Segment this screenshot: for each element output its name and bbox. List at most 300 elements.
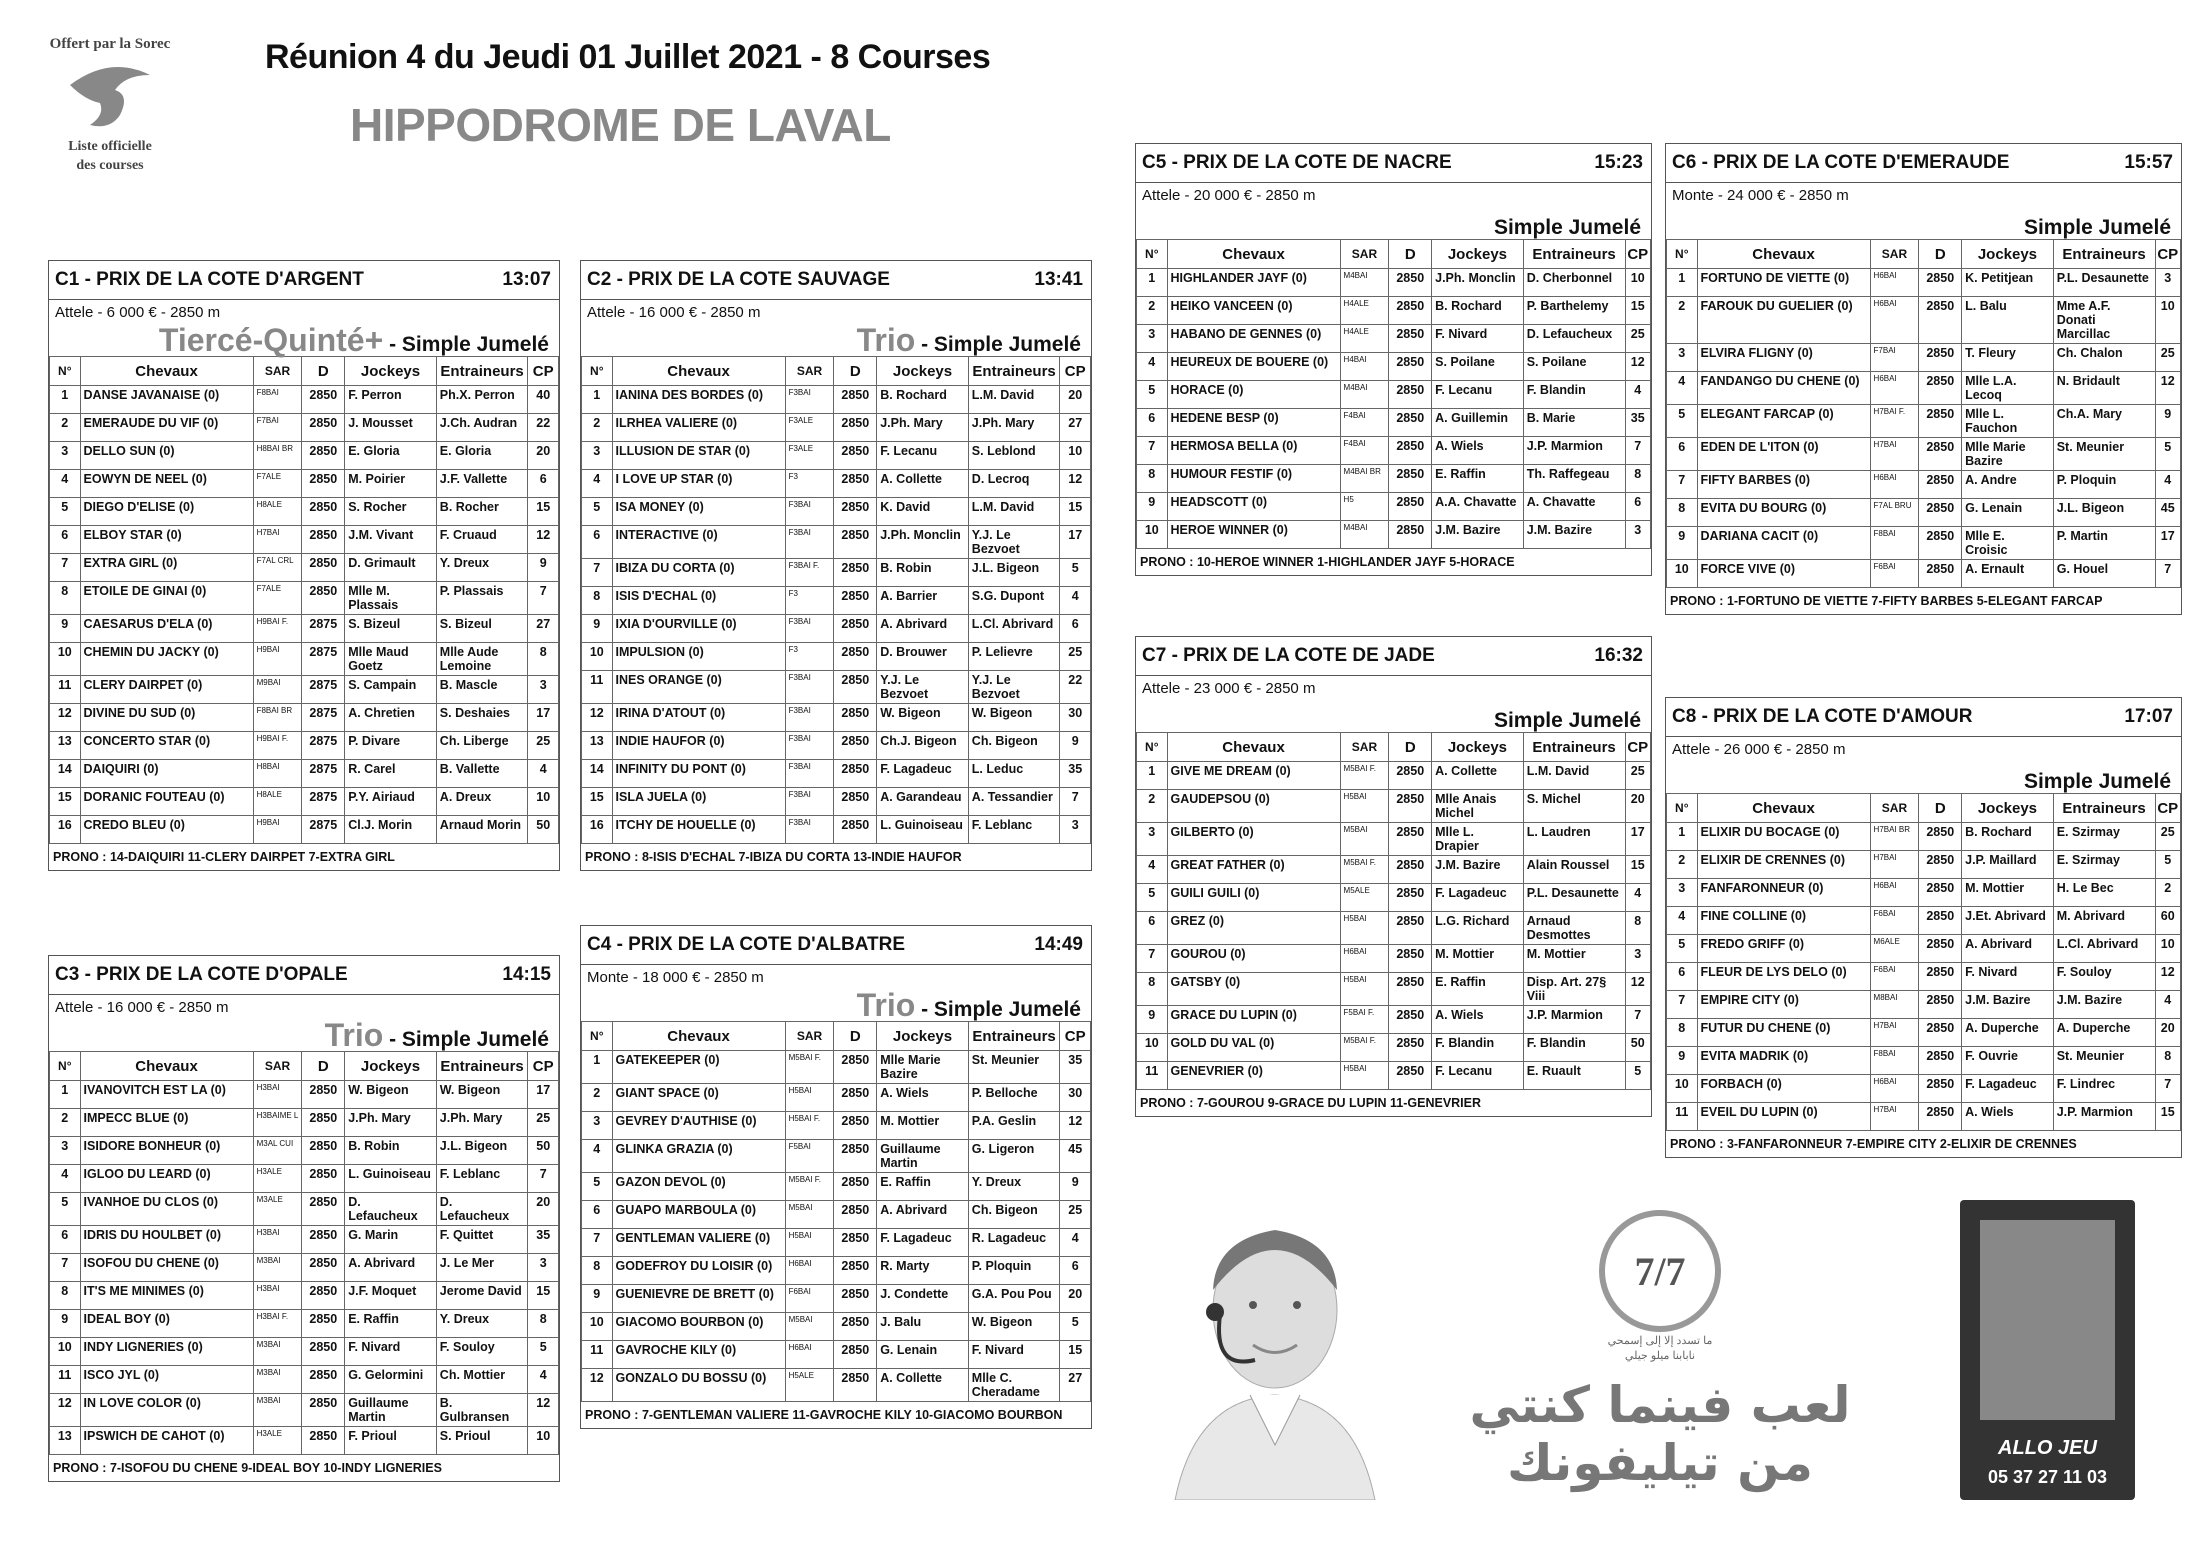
runner-cell-cp: 5 (2155, 851, 2181, 879)
column-header: Chevaux (1167, 733, 1340, 762)
runner-row (582, 671, 1091, 704)
runner-cell-dist: 2875 (302, 676, 345, 704)
runner-cell-horse: FORBACH (0) (1697, 1075, 1870, 1103)
runner-cell-jockey: W. Bigeon (345, 1081, 437, 1109)
race-time: 17:07 (2124, 706, 2173, 727)
runner-cell-dist: 2850 (834, 643, 877, 671)
runner-row (582, 788, 1091, 816)
runner-cell-jockey: Mlle Marie Bazire (1962, 438, 2054, 471)
runner-cell-dist: 2850 (1389, 790, 1432, 823)
runner-cell-jockey: B. Robin (877, 559, 969, 587)
column-header: N° (50, 357, 81, 386)
runner-cell-horse: ISA MONEY (0) (612, 498, 785, 526)
column-header: D (834, 1022, 877, 1051)
allo-jeu-label: ALLO JEU (1998, 1437, 2097, 1459)
ad-arabic-line2: من تيليفونك (1506, 1434, 1814, 1492)
runner-cell-trainer: J.Ch. Audran (436, 414, 528, 442)
runner-cell-dist: 2850 (1389, 409, 1432, 437)
runner-cell-dist: 2850 (1919, 438, 1962, 471)
runner-cell-trainer: Ch. Liberge (436, 732, 528, 760)
runner-row (1667, 879, 2181, 907)
runner-cell-horse: ELIXIR DE CRENNES (0) (1697, 851, 1870, 879)
runner-row (1137, 912, 1651, 945)
runner-cell-num: 10 (582, 643, 613, 671)
race-title: C8 - PRIX DE LA COTE D'AMOUR (1672, 706, 1973, 727)
runner-cell-dist: 2850 (1919, 1075, 1962, 1103)
runner-cell-dist: 2850 (302, 1137, 345, 1165)
runner-cell-jockey: Guillaume Martin (877, 1140, 969, 1173)
runner-cell-trainer: Mlle Aude Lemoine (436, 643, 528, 676)
runner-cell-trainer: R. Lagadeuc (968, 1229, 1060, 1257)
runner-cell-jockey: Mlle Anais Michel (1432, 790, 1524, 823)
runner-cell-num: 2 (1137, 297, 1168, 325)
runner-cell-dist: 2850 (834, 1285, 877, 1313)
runner-cell-trainer: St. Meunier (2053, 438, 2155, 471)
runner-cell-cp: 7 (2155, 560, 2181, 588)
runner-cell-horse: DANSE JAVANAISE (0) (80, 386, 253, 414)
runner-cell-dist: 2850 (302, 526, 345, 554)
runner-cell-horse: FIFTY BARBES (0) (1697, 471, 1870, 499)
column-header: D (834, 357, 877, 386)
column-header: Entraineurs (2053, 794, 2155, 823)
runner-cell-trainer: St. Meunier (968, 1051, 1060, 1084)
race-card-c2 (580, 260, 1092, 871)
runner-cell-num: 8 (50, 582, 81, 615)
runner-row (1667, 527, 2181, 560)
column-header: CP (1625, 240, 1651, 269)
runner-cell-sar: H5BAI (785, 1084, 834, 1112)
runner-cell-num: 2 (1137, 790, 1168, 823)
runner-cell-cp: 25 (528, 732, 559, 760)
runner-cell-dist: 2850 (1919, 269, 1962, 297)
runner-cell-num: 12 (582, 1369, 613, 1402)
runner-cell-horse: FUTUR DU CHENE (0) (1697, 1019, 1870, 1047)
runner-cell-cp: 10 (1625, 269, 1651, 297)
runner-cell-sar: M3BAI (253, 1254, 302, 1282)
runner-row (1667, 438, 2181, 471)
runner-cell-sar: M5BAI F. (1340, 762, 1389, 790)
runner-row (50, 1282, 559, 1310)
runner-cell-sar: H3BAI (253, 1226, 302, 1254)
runner-cell-trainer: D. Lecroq (968, 470, 1060, 498)
runner-row (50, 470, 559, 498)
runner-cell-dist: 2850 (834, 386, 877, 414)
runner-cell-sar: M5BAI F. (785, 1051, 834, 1084)
column-header: Jockeys (1432, 240, 1524, 269)
runner-cell-horse: GOLD DU VAL (0) (1167, 1034, 1340, 1062)
runner-row (50, 760, 559, 788)
runner-cell-trainer: G. Houel (2053, 560, 2155, 588)
runner-cell-horse: GUAPO MARBOULA (0) (612, 1201, 785, 1229)
runner-cell-jockey: Mlle Maud Goetz (345, 643, 437, 676)
runner-cell-trainer: F. Lindrec (2053, 1075, 2155, 1103)
runner-cell-num: 7 (1667, 991, 1698, 1019)
runner-row (582, 526, 1091, 559)
column-header: Jockeys (1962, 240, 2054, 269)
runner-cell-horse: GREZ (0) (1167, 912, 1340, 945)
runner-cell-num: 4 (1137, 353, 1168, 381)
runner-cell-sar: M5BAI F. (1340, 856, 1389, 884)
runner-cell-cp: 15 (528, 498, 559, 526)
runner-cell-num: 11 (50, 1366, 81, 1394)
runner-cell-jockey: J.Ph. Mary (345, 1109, 437, 1137)
runner-row (582, 1140, 1091, 1173)
column-header: SAR (1870, 240, 1919, 269)
runner-row (1137, 1006, 1651, 1034)
runner-cell-dist: 2850 (1389, 269, 1432, 297)
racecourse-name: HIPPODROME DE LAVAL (350, 99, 891, 151)
runner-cell-jockey: D. Brouwer (877, 643, 969, 671)
runner-cell-num: 5 (582, 498, 613, 526)
runner-row (1667, 560, 2181, 588)
runner-cell-cp: 8 (1625, 912, 1651, 945)
race-header (49, 261, 559, 300)
runner-cell-dist: 2850 (834, 732, 877, 760)
runner-row (582, 1201, 1091, 1229)
column-header: D (1919, 794, 1962, 823)
runner-cell-cp: 7 (1625, 437, 1651, 465)
runner-row (1137, 493, 1651, 521)
runner-cell-jockey: M. Mottier (877, 1112, 969, 1140)
runner-cell-cp: 3 (2155, 269, 2181, 297)
column-header: Chevaux (80, 1052, 253, 1081)
runner-row (1667, 991, 2181, 1019)
runner-cell-num: 3 (582, 1112, 613, 1140)
runner-cell-cp: 7 (1625, 1006, 1651, 1034)
runner-row (1667, 963, 2181, 991)
runner-row (50, 1366, 559, 1394)
runner-cell-num: 4 (50, 1165, 81, 1193)
runner-cell-num: 3 (582, 442, 613, 470)
ad-arabic-line1: لعب فينما كنتي (1469, 1376, 1851, 1434)
runner-row (1137, 437, 1651, 465)
runner-cell-num: 13 (582, 732, 613, 760)
runner-cell-sar: F8BAI BR (253, 704, 302, 732)
runner-cell-trainer: J.L. Bigeon (436, 1137, 528, 1165)
runner-row (582, 414, 1091, 442)
runner-cell-jockey: L. Guinoiseau (877, 816, 969, 844)
column-header: D (1919, 240, 1962, 269)
runner-cell-jockey: L.G. Richard (1432, 912, 1524, 945)
runner-cell-dist: 2850 (302, 1338, 345, 1366)
runner-cell-trainer: J.Ph. Mary (436, 1109, 528, 1137)
runner-cell-jockey: A. Wiels (1962, 1103, 2054, 1131)
runner-cell-dist: 2875 (302, 615, 345, 643)
runner-cell-cp: 50 (528, 816, 559, 844)
runner-row (1137, 762, 1651, 790)
runner-cell-horse: EDEN DE L'ITON (0) (1697, 438, 1870, 471)
runner-cell-cp: 12 (528, 1394, 559, 1427)
runner-cell-cp: 6 (1060, 615, 1091, 643)
runner-cell-dist: 2850 (834, 1369, 877, 1402)
column-header: D (1389, 240, 1432, 269)
column-header: CP (528, 1052, 559, 1081)
runner-cell-dist: 2850 (1919, 907, 1962, 935)
bet-simple-jumele: - Simple Jumelé (915, 998, 1081, 1021)
runner-cell-horse: ILLUSION DE STAR (0) (612, 442, 785, 470)
runner-cell-num: 11 (50, 676, 81, 704)
runner-cell-cp: 15 (1625, 856, 1651, 884)
runner-cell-sar: H3ALE (253, 1427, 302, 1455)
runner-cell-cp: 27 (528, 615, 559, 643)
runner-cell-dist: 2850 (1919, 1047, 1962, 1075)
runner-cell-dist: 2850 (834, 1341, 877, 1369)
runner-row (582, 1341, 1091, 1369)
runner-cell-sar: M3BAI (253, 1394, 302, 1427)
race-bet-types (49, 324, 559, 356)
runner-cell-cp: 30 (1060, 1084, 1091, 1112)
runner-cell-cp: 6 (1060, 1257, 1091, 1285)
runner-cell-dist: 2850 (834, 1051, 877, 1084)
runner-cell-cp: 15 (1060, 1341, 1091, 1369)
runner-cell-trainer: J.F. Vallette (436, 470, 528, 498)
runner-cell-trainer: D. Lefaucheux (1523, 325, 1625, 353)
runner-cell-num: 2 (50, 1109, 81, 1137)
runner-cell-jockey: Mlle Marie Bazire (877, 1051, 969, 1084)
runner-row (1137, 856, 1651, 884)
race-header (1666, 698, 2181, 737)
runner-cell-cp: 4 (1625, 381, 1651, 409)
runner-cell-dist: 2850 (834, 615, 877, 643)
runner-cell-trainer: Y.J. Le Bezvoet (968, 526, 1060, 559)
runner-cell-num: 6 (50, 1226, 81, 1254)
runner-cell-cp: 3 (1060, 816, 1091, 844)
runner-cell-horse: ISOFOU DU CHENE (0) (80, 1254, 253, 1282)
runner-cell-sar: H3BAI (253, 1282, 302, 1310)
race-title: C2 - PRIX DE LA COTE SAUVAGE (587, 269, 890, 290)
runner-cell-horse: IVANHOE DU CLOS (0) (80, 1193, 253, 1226)
runner-cell-cp: 20 (2155, 1019, 2181, 1047)
runner-cell-cp: 2 (2155, 879, 2181, 907)
race-card-c7 (1135, 636, 1652, 1117)
runner-cell-horse: ELEGANT FARCAP (0) (1697, 405, 1870, 438)
column-header: Chevaux (80, 357, 253, 386)
runner-cell-trainer: Mme A.F. Donati Marcillac (2053, 297, 2155, 344)
runner-cell-dist: 2850 (834, 498, 877, 526)
runner-cell-jockey: A. Duperche (1962, 1019, 2054, 1047)
runner-cell-dist: 2850 (1919, 527, 1962, 560)
runner-cell-dist: 2850 (1919, 560, 1962, 588)
runner-cell-cp: 35 (1625, 409, 1651, 437)
runner-cell-num: 3 (50, 442, 81, 470)
runner-row (50, 526, 559, 554)
runner-cell-jockey: S. Poilane (1432, 353, 1524, 381)
runner-cell-cp: 22 (528, 414, 559, 442)
runner-cell-trainer: F. Cruaud (436, 526, 528, 554)
runner-cell-dist: 2850 (834, 442, 877, 470)
runner-row (1667, 1047, 2181, 1075)
runner-cell-horse: HERMOSA BELLA (0) (1167, 437, 1340, 465)
runner-cell-cp: 10 (528, 1427, 559, 1455)
runner-cell-cp: 25 (528, 1109, 559, 1137)
runner-cell-horse: CLERY DAIRPET (0) (80, 676, 253, 704)
runner-cell-dist: 2850 (1389, 493, 1432, 521)
column-header: Entraineurs (1523, 240, 1625, 269)
runner-cell-jockey: F. Lecanu (1432, 381, 1524, 409)
runner-cell-horse: ETOILE DE GINAI (0) (80, 582, 253, 615)
runner-cell-trainer: P. Belloche (968, 1084, 1060, 1112)
runner-cell-num: 1 (1137, 762, 1168, 790)
runner-cell-horse: FORCE VIVE (0) (1697, 560, 1870, 588)
runner-cell-horse: FLEUR DE LYS DELO (0) (1697, 963, 1870, 991)
logo-of-races: des courses (76, 158, 144, 173)
runner-cell-dist: 2850 (834, 526, 877, 559)
runner-cell-trainer: G.A. Pou Pou (968, 1285, 1060, 1313)
runner-cell-sar: F3BAI (785, 615, 834, 643)
runner-cell-num: 9 (1667, 527, 1698, 560)
runner-cell-dist: 2850 (302, 582, 345, 615)
runner-cell-sar: H6BAI (1870, 471, 1919, 499)
runner-row (582, 1084, 1091, 1112)
runner-cell-jockey: A. Abrivard (877, 1201, 969, 1229)
runner-cell-dist: 2850 (302, 1165, 345, 1193)
runner-cell-jockey: Guillaume Martin (345, 1394, 437, 1427)
horse-logo-icon (65, 55, 155, 135)
runner-cell-num: 1 (1667, 269, 1698, 297)
race-prono: PRONO : 1-FORTUNO DE VIETTE 7-FIFTY BARBES 5-ELEGANT FARCAP (1670, 594, 2103, 608)
runner-cell-dist: 2850 (1389, 1062, 1432, 1090)
runner-cell-sar: H3BAI (253, 1081, 302, 1109)
runner-cell-trainer: S. Bizeul (436, 615, 528, 643)
runner-cell-num: 11 (582, 1341, 613, 1369)
runner-row (50, 1254, 559, 1282)
runner-cell-jockey: Mlle L. Drapier (1432, 823, 1524, 856)
runner-cell-dist: 2850 (1389, 884, 1432, 912)
runner-cell-cp: 17 (528, 704, 559, 732)
runner-cell-dist: 2850 (1919, 823, 1962, 851)
race-time: 14:15 (502, 964, 551, 985)
runner-cell-num: 8 (50, 1282, 81, 1310)
runner-cell-num: 7 (1137, 945, 1168, 973)
runner-row (582, 643, 1091, 671)
runner-cell-cp: 25 (1625, 325, 1651, 353)
runner-cell-sar: H5BAI (1340, 912, 1389, 945)
column-header: N° (1137, 240, 1168, 269)
runner-cell-cp: 12 (528, 526, 559, 554)
runner-cell-trainer: A. Chavatte (1523, 493, 1625, 521)
runner-cell-jockey: J.Et. Abrivard (1962, 907, 2054, 935)
runner-cell-dist: 2850 (1919, 1103, 1962, 1131)
runner-cell-trainer: Th. Raffegeau (1523, 465, 1625, 493)
column-header: Entraineurs (436, 1052, 528, 1081)
runner-cell-sar: F7ALE (253, 470, 302, 498)
runner-cell-horse: HEROE WINNER (0) (1167, 521, 1340, 549)
runner-cell-sar: M4BAI BR (1340, 465, 1389, 493)
runner-cell-trainer: J.P. Marmion (2053, 1103, 2155, 1131)
runner-cell-num: 4 (1137, 856, 1168, 884)
runner-cell-num: 7 (50, 1254, 81, 1282)
runner-cell-cp: 25 (2155, 823, 2181, 851)
runner-cell-num: 9 (1137, 493, 1168, 521)
runner-cell-sar: M4BAI (1340, 521, 1389, 549)
runner-cell-cp: 12 (1060, 470, 1091, 498)
runner-cell-cp: 20 (528, 1193, 559, 1226)
runner-cell-sar: H6BAI (1870, 879, 1919, 907)
runner-cell-horse: GAUDEPSOU (0) (1167, 790, 1340, 823)
runner-cell-trainer: W. Bigeon (968, 704, 1060, 732)
runner-cell-trainer: M. Mottier (1523, 945, 1625, 973)
runner-cell-cp: 20 (1060, 386, 1091, 414)
runner-row (582, 559, 1091, 587)
runner-cell-horse: HABANO DE GENNES (0) (1167, 325, 1340, 353)
runner-cell-horse: GONZALO DU BOSSU (0) (612, 1369, 785, 1402)
runner-cell-jockey: A. Chretien (345, 704, 437, 732)
runner-cell-num: 9 (1667, 1047, 1698, 1075)
runner-cell-sar: M5BAI (785, 1201, 834, 1229)
runner-cell-cp: 25 (1060, 643, 1091, 671)
runner-cell-trainer: E. Ruault (1523, 1062, 1625, 1090)
runner-cell-num: 1 (582, 1051, 613, 1084)
badge-caption-2: نابابنا ميلو جيلي (1624, 1350, 1696, 1362)
runner-cell-num: 10 (50, 643, 81, 676)
runner-cell-jockey: M. Mottier (1432, 945, 1524, 973)
runner-cell-sar: H5BAI F. (785, 1112, 834, 1140)
runner-cell-num: 13 (50, 1427, 81, 1455)
runner-cell-trainer: P. Plassais (436, 582, 528, 615)
runner-cell-jockey: J.M. Bazire (1962, 991, 2054, 1019)
runner-cell-num: 10 (1667, 1075, 1698, 1103)
runner-cell-trainer: S. Deshaies (436, 704, 528, 732)
runner-row (1667, 1019, 2181, 1047)
column-header: Jockeys (877, 1022, 969, 1051)
phone-screen-image (1980, 1220, 2115, 1420)
runner-cell-dist: 2850 (834, 1313, 877, 1341)
runner-cell-cp: 5 (528, 1338, 559, 1366)
runner-cell-jockey: A. Wiels (1432, 437, 1524, 465)
runner-cell-horse: GREAT FATHER (0) (1167, 856, 1340, 884)
runner-cell-sar: H8ALE (253, 788, 302, 816)
runner-cell-num: 7 (582, 559, 613, 587)
column-header: SAR (253, 1052, 302, 1081)
runner-row (1667, 1103, 2181, 1131)
runner-cell-cp: 35 (528, 1226, 559, 1254)
runner-cell-jockey: B. Robin (345, 1137, 437, 1165)
race-prono: PRONO : 10-HEROE WINNER 1-HIGHLANDER JAYF 5-HORACE (1140, 555, 1515, 569)
runner-cell-dist: 2850 (1389, 353, 1432, 381)
runner-row (1137, 973, 1651, 1006)
runner-cell-jockey: M. Poirier (345, 470, 437, 498)
runner-cell-num: 5 (1137, 884, 1168, 912)
runner-row (50, 554, 559, 582)
runner-row (1667, 269, 2181, 297)
runner-cell-sar: H8BAI (253, 760, 302, 788)
runner-cell-horse: IN LOVE COLOR (0) (80, 1394, 253, 1427)
runner-cell-trainer: J.L. Bigeon (2053, 499, 2155, 527)
runner-cell-trainer: W. Bigeon (968, 1313, 1060, 1341)
runner-cell-horse: FANDANGO DU CHENE (0) (1697, 372, 1870, 405)
runner-cell-sar: F8BAI (1870, 1047, 1919, 1075)
runner-cell-num: 6 (582, 526, 613, 559)
column-header: Entraineurs (968, 357, 1060, 386)
bet-simple-jumele: Simple Jumelé (2023, 770, 2171, 793)
runner-cell-trainer: Y. Dreux (436, 1310, 528, 1338)
runner-cell-sar: H3ALE (253, 1165, 302, 1193)
runner-cell-jockey: J. Balu (877, 1313, 969, 1341)
runner-cell-cp: 6 (528, 470, 559, 498)
runner-cell-dist: 2875 (302, 704, 345, 732)
runner-cell-num: 1 (582, 386, 613, 414)
runner-cell-trainer: J. Le Mer (436, 1254, 528, 1282)
runner-cell-jockey: G. Lenain (1962, 499, 2054, 527)
runner-cell-horse: CONCERTO STAR (0) (80, 732, 253, 760)
runner-cell-dist: 2850 (1919, 851, 1962, 879)
runner-cell-horse: ITCHY DE HOUELLE (0) (612, 816, 785, 844)
runner-cell-sar: H3BAI F. (253, 1310, 302, 1338)
runner-row (1137, 409, 1651, 437)
runner-row (50, 1165, 559, 1193)
runner-cell-dist: 2850 (302, 554, 345, 582)
runner-cell-sar: H9BAI F. (253, 732, 302, 760)
